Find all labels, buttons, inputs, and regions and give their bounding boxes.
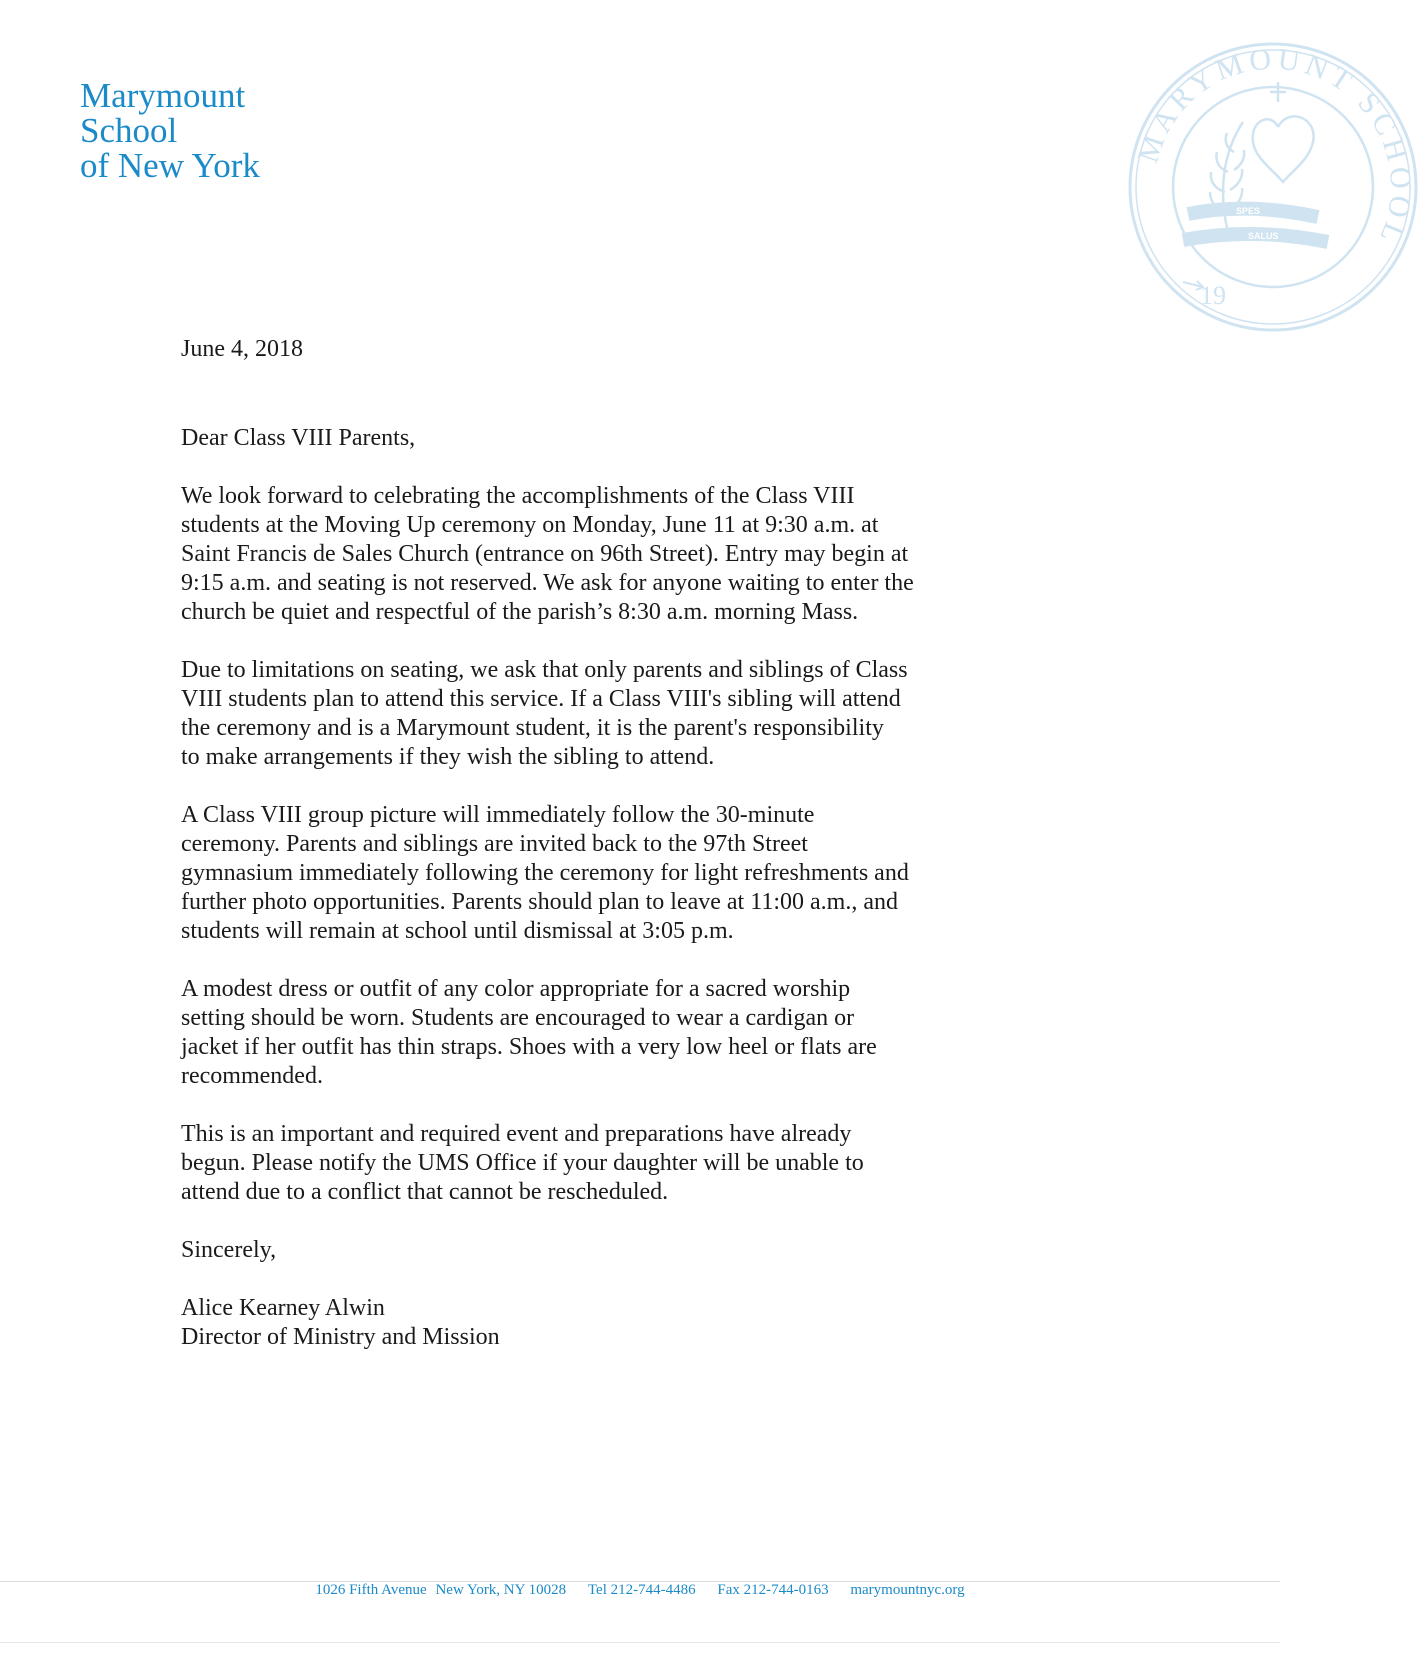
letter-paragraph-5 [181,1120,1041,1207]
paragraph-line: setting should be worn. Students are encouraged to wear a cardigan or [181,1005,855,1031]
paragraph-line: ceremony. Parents and siblings are invited back to the 97th Street [181,831,808,857]
school-seal-icon [1128,42,1418,332]
paragraph-line: A Class VIII group picture will immediately follow the 30-minute [181,802,815,828]
paragraph-line: church be quiet and respectful of the parish’s 8:30 a.m. morning Mass. [181,599,859,625]
letter-paragraph-2 [181,656,1041,772]
letter-paragraph-1 [181,482,1041,627]
footer-tel: Tel 212-744-4486 [587,1582,696,1598]
paragraph-line: begun. Please notify the UMS Office if your daughter will be unable to [181,1150,864,1176]
seal-heart-icon [1253,82,1314,182]
paragraph-line: Saint Francis de Sales Church (entrance on 96th Street). Entry may begin at [181,541,909,567]
paragraph-line: A modest dress or outfit of any color appropriate for a sacred worship [181,976,851,1002]
letterhead-footer [0,1580,1280,1600]
footer-address: 1026 Fifth Avenue [315,1582,427,1598]
paragraph-line: students will remain at school until dismissal at 3:05 p.m. [181,918,734,944]
paragraph-line: This is an important and required event and preparations have already [181,1121,852,1147]
paragraph-line: further photo opportunities. Parents should plan to leave at 11:00 a.m., and [181,889,898,915]
logo-line-2: School [80,111,178,150]
paragraph-line: gymnasium immediately following the ceremony for light refreshments and [181,860,909,886]
letter-salutation: Dear Class VIII Parents, [181,425,416,451]
letter-body [181,335,1041,1352]
seal-ribbon-2: SALUS [1248,231,1279,241]
letter-paragraph-4 [181,975,1041,1091]
paragraph-line: to make arrangements if they wish the sibling to attend. [181,744,715,770]
logo-line-1: Marymount [80,76,246,115]
logo-line-3: of New York [80,146,260,185]
school-logo [80,78,260,183]
paragraph-line: the ceremony and is a Marymount student, it is the parent's responsibility [181,715,884,741]
paragraph-line: attend due to a conflict that cannot be rescheduled. [181,1179,669,1205]
signer-name: Alice Kearney Alwin [181,1295,385,1321]
seal-ring-textpath: MARYMOUNT SCHOOL [1131,42,1418,252]
signer-title: Director of Ministry and Mission [181,1324,500,1350]
paragraph-line: jacket if her outfit has thin straps. Shoes with a very low heel or flats are [181,1034,877,1060]
seal-ribbons-icon [1183,206,1328,242]
seal-ring-text [1131,42,1417,252]
paragraph-line: We look forward to celebrating the accomplishments of the Class VIII [181,483,855,509]
letter-closing: Sincerely, [181,1237,277,1263]
footer-fax: Fax 212-744-0163 [717,1582,829,1598]
paragraph-line: recommended. [181,1063,323,1089]
letter-signature-block [181,1294,1041,1352]
letter-date: June 4, 2018 [181,336,303,362]
paragraph-line: 9:15 a.m. and seating is not reserved. We ask for anyone waiting to enter the [181,570,914,596]
seal-ribbon-1: SPES [1236,206,1261,216]
paragraph-line: VIII students plan to attend this service. If a Class VIII's sibling will attend [181,686,901,712]
footer-website: marymountnyc.org [850,1582,965,1598]
paragraph-line: students at the Moving Up ceremony on Monday, June 11 at 9:30 a.m. at [181,512,879,538]
paragraph-line: Due to limitations on seating, we ask that only parents and siblings of Class [181,657,908,683]
letter-paragraph-3 [181,801,1041,946]
footer-city: New York, NY 10028 [435,1582,567,1598]
seal-year: 19 [1200,281,1226,310]
page-bottom-edge [0,1642,1280,1643]
